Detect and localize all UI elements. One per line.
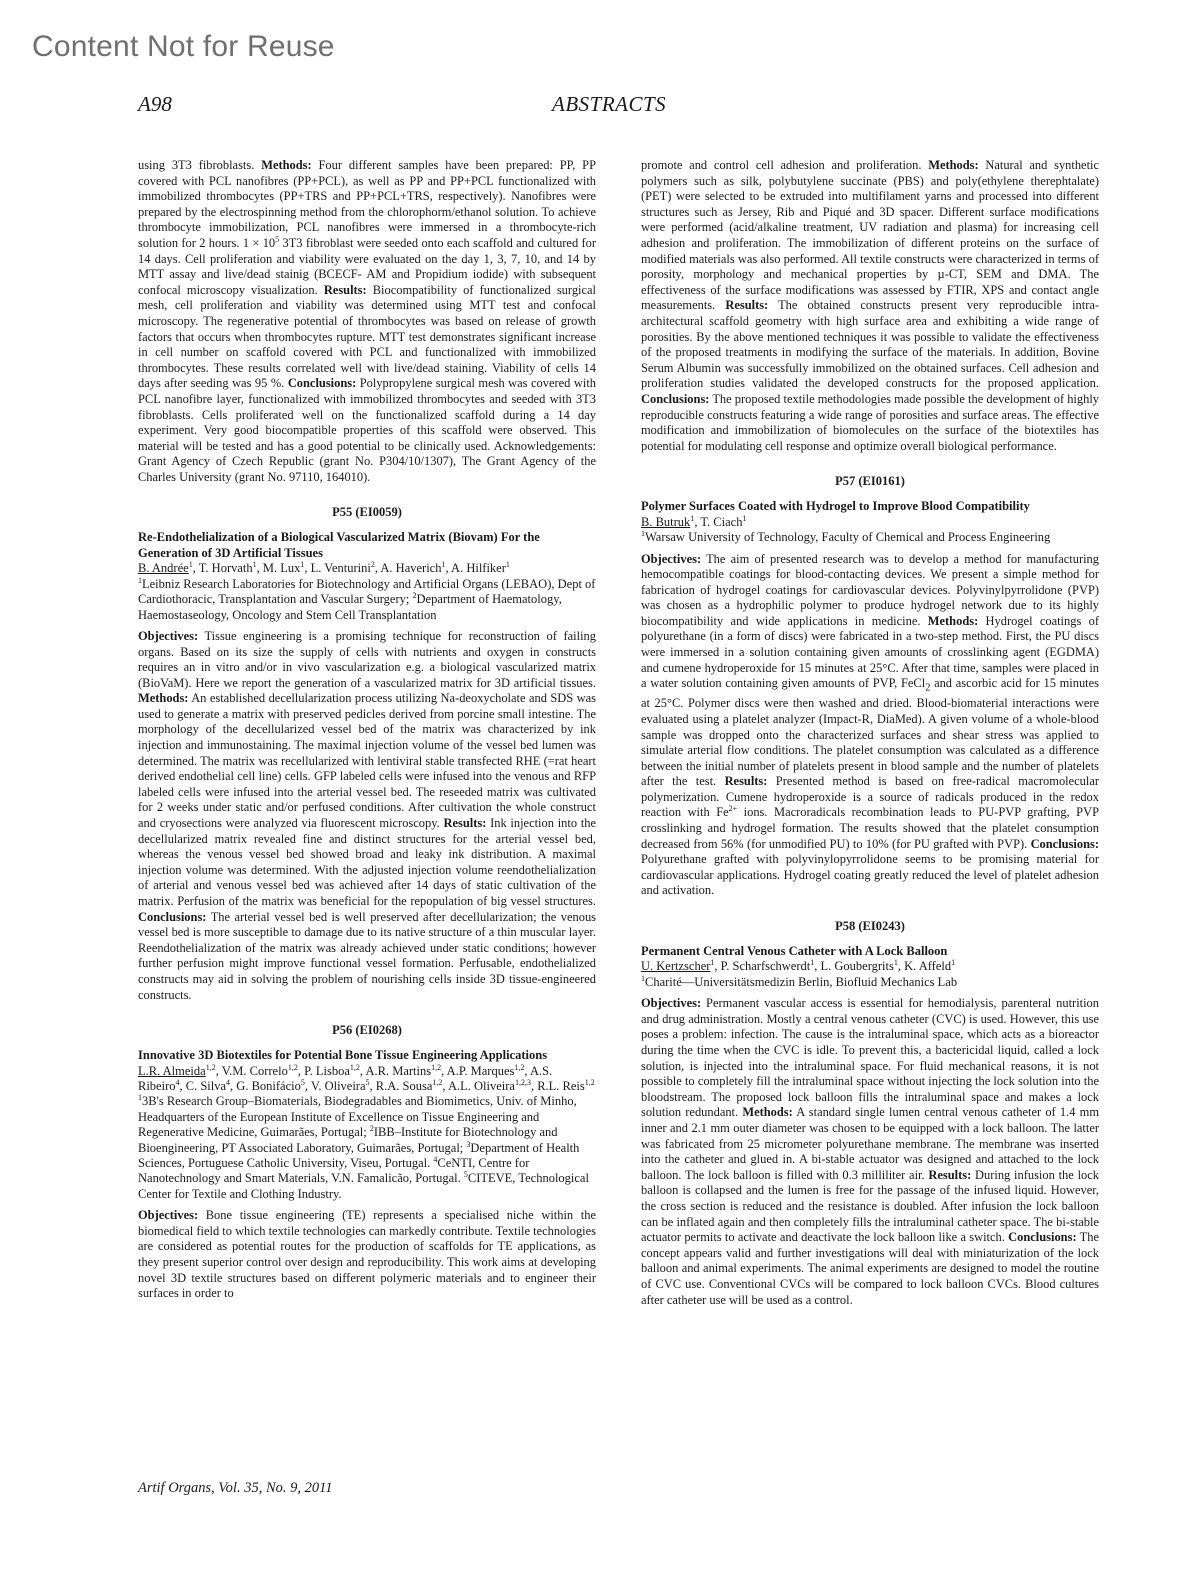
superscript: 1,2 (514, 1062, 525, 1072)
superscript: 1 (138, 575, 142, 585)
superscript: 1 (138, 1093, 142, 1103)
superscript: 1 (690, 513, 695, 523)
watermark: Content Not for Reuse (32, 30, 335, 63)
section-label: Results: (725, 298, 769, 313)
section-label: Conclusions: (641, 391, 710, 406)
section-label: Methods: (261, 158, 312, 172)
abstract-title: Polymer Surfaces Coated with Hydrogel to Improve Blood Compatibility (641, 499, 1030, 514)
presenting-author: B. Butruk (641, 514, 691, 529)
superscript: 2 (412, 590, 417, 600)
abstract-affiliations: $^1$3B's Research Group–Biomaterials, Biodegradables and Biomimetics, Univ. of Minho, Headquarters of the European Institute of Excellence on Tissue Engineering and Regenerative Medicine, Guimarães, Portugal; $^2$IBB–Institute for Biotechnology and Bioengineering, PT Associated Laboratory, Guimarães, Portugal; $^3$Department of Health Sciences, Portuguese Catholic University, Viseu, Portugal. $^4$CeNTI, Centre for Nanotechnology and Smart Materials, V.N. Famalicão, Portugal. $^5$CITEVE, Technological Center for Textile and Clothing Industry. (138, 1093, 589, 1201)
abstract-id: P58 (EI0243) (835, 919, 905, 934)
page-number: A98 (138, 92, 172, 116)
superscript: 1,2 (431, 1062, 442, 1072)
superscript: 1 (951, 958, 956, 968)
superscript: 1 (252, 560, 257, 570)
section-label: Results: (323, 282, 367, 297)
superscript: 1,2 (584, 1077, 595, 1087)
abstract-body: Objectives: Bone tissue engineering (TE) represents a specialised niche within the biomedical field to which textile technologies can markedly contribute. Textile technologies are considered as potential routes for the production of scaffolds for TE applications, as they present superior control over design and reproducibility. This work aims at developing novel 3D textile structures based on different polymeric materials and to engineer their surfaces in order to (138, 1208, 596, 1301)
section-label: Conclusions: (138, 909, 207, 924)
superscript: 1 (300, 560, 305, 570)
section-label: Objectives: (641, 551, 702, 566)
abstract-id: P57 (EI0161) (835, 474, 905, 489)
abstract-id: P55 (EI0059) (332, 505, 402, 520)
section-label: Methods: (742, 1105, 793, 1120)
superscript: 1 (742, 513, 747, 523)
abstract-body: Objectives: The aim of presented research was to develop a method for manufacturing hemocompatible coatings for blood-contacting devices. We present a simple method for fabrication of hydrogel coatings for cardiovascular devices. Polyvinylpyrrolidone (PVP) was chosen as a hydrophilic polymer to produce hydrogel network due to its highly biocompatibility and wide applications in medicine. Methods: Hydrogel coatings of polyurethane (in a form of discs) were fabricated in a two-step method. First, the PU discs were immersed in a solution containing given amounts of crosslinking agent (EGDMA) and cumene hydroperoxide for 15 minutes at 25°C. After that time, samples were placed in a water solution containing given amounts of PVP, FeCl$_2$ and ascorbic acid for 15 minutes at 25°C. Polymer discs were then washed and dried. Blood-biomaterial interactions were evaluated using a platelet analyzer (Impact-R, DiaMed). A given volume of a whole-blood sample was dropped onto the characterized surfaces and shear stress was applied to simulate arterial flow conditions. The platelet consumption was calculated as a difference between the initial number of platelets present in blood sample and the number of platelets after the test. Results: Presented method is based on free-radical macromolecular polymerization. Cumene hydroperoxide is a source of radicals produced in the redox reaction with $Fe^{2+}$ ions. Macroradicals recombination leads to PU-PVP grafting, PVP crosslinking and hydrogel formation. The results showed that the platelet consumption decreased from 56% (for unmodified PU) to 10% (for PU grafted with PVP). Conclusions: Polyurethane grafted with polyvinylopyrrolidone seems to be promising material for cardiovascular applications. Hydrogel coating greatly reduced the level of platelet adhesion and activation. (641, 551, 1100, 898)
abstract-title: Re-Endothelialization of a Biological Vascularized Matrix (Biovam) For the Generation of 3D Artificial Tissues (138, 530, 540, 560)
left-column (138, 158, 596, 1302)
superscript: 1,2 (432, 1077, 443, 1087)
section-label: Methods: (928, 158, 979, 172)
superscript: 5 (365, 1077, 370, 1087)
right-column (641, 158, 1099, 1308)
abstract-p56 (138, 1023, 596, 1302)
section-label: Objectives: (138, 628, 199, 643)
section-label: Objectives: (641, 996, 702, 1011)
superscript: 1 (810, 958, 815, 968)
continued-abstract-text: using 3T3 fibroblasts. Methods: Four different samples have been prepared: PP, PP covered with PCL nanofibres (PP+PCL), as well as PP and PP+PCL functionalized with immobilized thrombocytes (PP+TRS and PP+PCL+TRS, respectively). Nanofibres were prepared by the electrospinning method from the chlorophorm/ethanol solution. To achieve thrombocyte immobilization, PCL nanofibres were immersed in a thrombocyte-rich solution for 2 hours. $1 \times 10^5$ 3T3 fibroblast were seeded onto each scaffold and cultured for 14 days. Cell proliferation and viability were evaluated on the day 1, 3, 7, 10, and 14 by MTT assay and live/dead stainig (BCECF- AM and Propidium iodide) with subsequent confocal microscopy visualization. Results: Biocompatibility of functionalized surgical mesh, cell proliferation and viability was determined using MTT test and confocal microscopy. The regenerative potential of thrombocytes was based on release of growth factors that occurs when thrombocytes rupture. MTT test demonstrates significant increase in cell number on scaffold covered with PCL and functionalized with immobilized thrombocytes. These results correlated well with live/dead staining. Viability of cells 14 days after seeding was 95 %. Conclusions: Polypropylene surgical mesh was covered with PCL nanofibre layer, functionalized with immobilized thrombocytes and seeded with 3T3 fibroblasts. Cells proliferated well on the functionalized scaffold during a 14 day experiment. Very good biocompatible properties of this scaffold were observed. This material will be tested and has a good potential to be clinically used. Acknowledgements: Grant Agency of Czech Republic (grant No. P304/10/1307), The Grant Agency of the Charles University (grant No. 97110, 164010). (138, 158, 597, 484)
abstract-affiliations: $^1$Charité—Universitätsmedizin Berlin, Biofluid Mechanics Lab (641, 973, 958, 989)
presenting-author: U. Kertzscher (641, 959, 711, 974)
section-label: Conclusions: (1030, 836, 1099, 851)
journal-citation-footer: Artif Organs, Vol. 35, No. 9, 2011 (138, 1480, 333, 1496)
abstract-title: Permanent Central Venous Catheter with A Lock Balloon (641, 944, 948, 959)
abstract-body: Objectives: Tissue engineering is a promising technique for reconstruction of failing organs. Based on its size the supply of cells with nutrients and oxygen in constructs requires an in vitro and/or in vivo vascularization e.g. a biological vascularized matrix (BioVaM). Here we report the generation of a vascularized matrix for 3D artificial tissues. Methods: An established decellularization process utilizing Na-deoxycholate and SDS was used to generate a matrix with preserved pedicles derived from porcine small intestine. The morphology of the decellularized vessel bed of the matrix was characterized by ink injection and immunostaining. The maximal injection volume of the vessel bed lumen was determined. The matrix was recellularized with lentiviral stable transfected RHE (=rat heart derived endothelial cell line) cells. GFP labeled cells were infused into the venous and RFP labeled cells were infused into the arterial vessel bed. The reseeded matrix was cultivated for 2 weeks under static and/or perfused conditions. After cultivation the whole construct and cryosections were analyzed via fluorescent microscopy. Results: Ink injection into the decellularized matrix revealed fine and distinct structures for the arterial vessel bed, whereas the venous vessel bed showed broad and leaky ink distribution. A maximal injection volume was determined. With the adjusted injection volume reendothelialization of arterial and venous vessel bed was achieved after 14 days of static cultivation of the matrix. Perfusion of the matrix was beneficial for the repopulation of big vessel structures. Conclusions: The arterial vessel bed is well preserved after decellularization; the venous vessel bed is more susceptible to damage due to its native structure of a thin muscular layer. Reendothelialization of the matrix was already achieved under static conditions; however further perfusion might improve functional vessel formation. Perfusable, endothelialized constructs may aid in solving the problem of nourishing cells inside 3D tissue-engineered constructs. (138, 628, 596, 1002)
abstract-affiliations: $^1$Warsaw University of Technology, Faculty of Chemical and Process Engineering (641, 528, 1051, 545)
section-label: Methods: (927, 613, 979, 628)
abstract-title: Innovative 3D Biotextiles for Potential Bone Tissue Engineering Applications (138, 1048, 548, 1063)
superscript: 1 (641, 528, 645, 538)
abstract-authors: B. Butruk$^1$, T. Ciach$^1$ (641, 513, 747, 529)
continued-abstract-text: promote and control cell adhesion and proliferation. Methods: Natural and synthetic polymers such as silk, polybutylene succinate (PBS) and poly(ethylene therephtalate) (PET) were selected to be extruded into multifilament yarns and processed into different structures such as Jersey, Rib and Piqué and 3D spacer. Different surface modifications were performed (acid/alkaline treatment, UV radiation and plasma) for increasing cell adhesion and proliferation. The immobilization of different proteins on the surface of modified materials was also performed. All textile constructs were characterized in terms of porosity, morphology and mechanical properties by µ-CT, SEM and DMA. The effectiveness of the surface modifications was assessed by FTIR, XPS and contact angle measurements. Results: The obtained constructs present very reproducible intra-architectural scaffold geometry with high surface area and exhibiting a wide range of porosities. By the above mentioned techniques it was possible to validate the effectiveness of the proposed treatments in modifying the surface of the materials. In addition, Bovine Serum Albumin was successfully immobilized on the obtained surfaces. Cell adhesion and proliferation studies validated the developed constructs for the proposed application. Conclusions: The proposed textile methodologies made possible the development of highly reproducible constructs featuring a wide range of porosities and surface areas. The effective modification and immobilization of biomolecules on the surface of the biotextiles has potential for modulating cell response and optimize overall biological performance. (641, 158, 1100, 453)
section-label: Objectives: (138, 1208, 199, 1223)
section-label: Results: (928, 1167, 972, 1182)
superscript: 1,2 (349, 1062, 360, 1072)
superscript: 5 (300, 1077, 305, 1087)
presenting-author: L.R. Almeida (138, 1063, 206, 1078)
section-label: Conclusions: (287, 376, 357, 391)
superscript: 1 (441, 560, 446, 570)
abstract-affiliations: $^1$Leibniz Research Laboratories for Biotechnology and Artificial Organs (LEBAO), Dept of Cardiothoracic, Transplantation and Vascular Surgery; $^2$Department of Haematology, Haemostaseology, Oncology and Stem Cell Transplantation (138, 575, 596, 622)
presenting-author: B. Andrée (138, 561, 189, 576)
superscript: 2 (370, 560, 375, 570)
abstract-p57 (641, 474, 1099, 899)
section-label: Methods: (138, 691, 189, 706)
superscript: 5 (275, 234, 280, 244)
abstract-authors: U. Kertzscher$^1$, P. Scharfschwerdt$^1$, L. Goubergrits$^1$, K. Affeld$^1$ (641, 958, 956, 974)
superscript: 4 (226, 1077, 231, 1087)
superscript: 1,2 (205, 1062, 216, 1072)
running-title: ABSTRACTS (552, 92, 667, 116)
superscript: 1 (505, 560, 510, 570)
superscript: 1 (893, 958, 898, 968)
superscript: 3 (466, 1139, 471, 1149)
superscript: 1,2 (287, 1062, 298, 1072)
abstract-id: P56 (EI0268) (332, 1023, 402, 1038)
abstract-authors: L.R. Almeida$^{1,2}$, V.M. Correlo$^{1,2}$, P. Lisboa$^{1,2}$, A.R. Martins$^{1,2}$, A.P. Marques$^{1,2}$, A.S. Ribeiro$^4$, C. Silva$^4$, G. Bonifácio$^5$, V. Oliveira$^5$, R.A. Sousa$^{1,2}$, A.L. Oliveira$^{1,2,3}$, R.L. Reis$^{1,2}$ (138, 1062, 595, 1093)
superscript: 1 (188, 560, 193, 570)
abstract-p55 (138, 505, 596, 1003)
superscript: 1 (710, 958, 715, 968)
superscript: 2+ (728, 804, 738, 814)
abstract-body: Objectives: Permanent vascular access is essential for hemodialysis, parenteral nutrition and drug administration. Mostly a central venous catheter (CVC) is used. However, this use poses a problem: infection. The cause is the intraluminal space, which acts as a bioreactor during the time when the CVC is idle. To prevent this, a bactericidal liquid, called a lock solution, is injected into the intraluminal space. For fluid mechanical reasons, it is not possible to completely fill the intraluminal space without injecting the lock solution into the bloodstream. The proposed lock balloon fills the intraluminal space and makes a lock solution redundant. Methods: A standard single lumen central venous catheter of 1.4 mm inner and 2.1 mm outer diameter was chosen to be equipped with a lock balloon. The latter was fabricated from 25 micrometer polyurethane membrane. The membrane was inserted into the catheter and glued in. A bi-stable actuator was designed and attached to the lock balloon. The lock balloon is filled with 0.3 milliliter air. Results: During infusion the lock balloon is collapsed and the lumen is free for the passage of the infused liquid. However, the cross section is reduced and the resistance is doubled. After infusion the lock balloon can be inflated again and then completely fills the intraluminal catheter space. The bi-stable actuator permits to activate and deactivate the lock balloon like a switch. Conclusions: The concept appears valid and further investigations will deal with miniaturization of the lock balloon and animal experiments. The animal experiments are designed to model the routine of CVC use. Conventional CVCs will be compared to lock balloon CVCs. Blood cultures after catheter use will be used as a control. (641, 996, 1099, 1307)
section-label: Results: (724, 774, 768, 789)
abstract-p58 (641, 919, 1099, 1308)
section-label: Conclusions: (1008, 1230, 1077, 1245)
superscript: 4 (433, 1154, 438, 1164)
superscript: 4 (175, 1077, 180, 1087)
superscript: 1,2,3 (514, 1077, 531, 1087)
subscript: 2 (925, 682, 931, 694)
superscript: 5 (463, 1170, 468, 1180)
abstract-authors: B. Andrée$^1$, T. Horvath$^1$, M. Lux$^1$, L. Venturini$^2$, A. Haverich$^1$, A. Hilfiker$^1$ (138, 560, 510, 576)
superscript: 1 (641, 973, 645, 983)
superscript: 2 (369, 1124, 374, 1134)
section-label: Results: (443, 816, 487, 831)
